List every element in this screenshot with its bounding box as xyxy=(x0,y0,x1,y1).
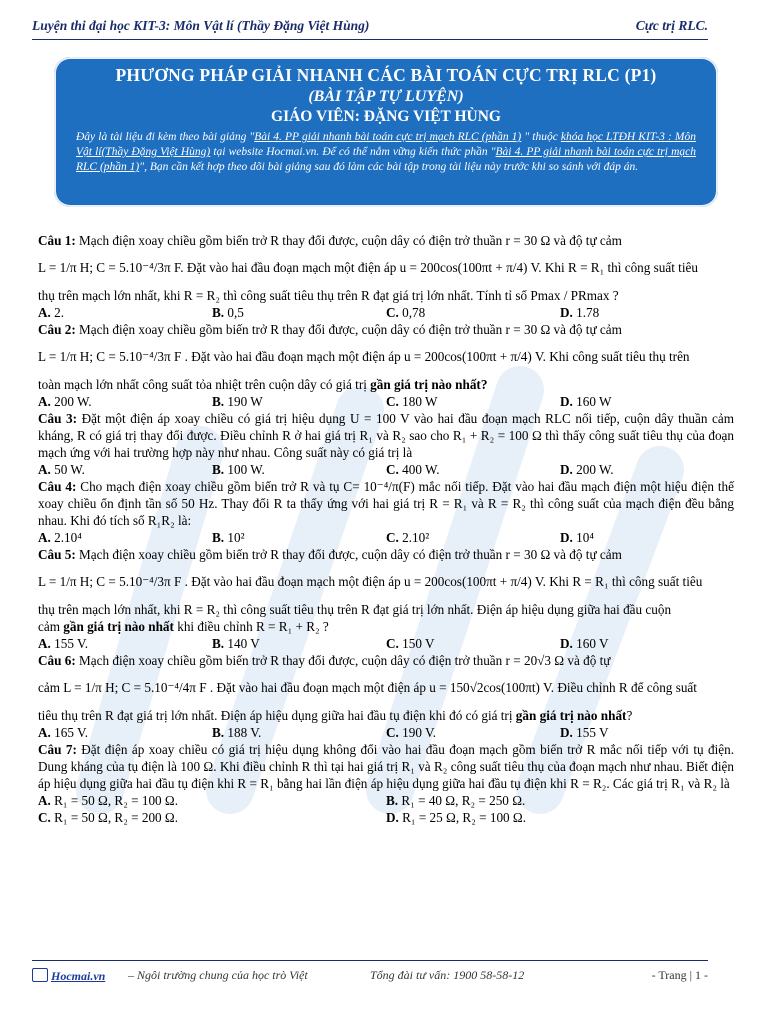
course-link[interactable]: khóa học LTĐH KIT-3 : Môn Vật lí(Thầy Đặng Việt Hùng) xyxy=(76,131,696,158)
question-4-options xyxy=(38,529,734,546)
option-a[interactable]: A. 2.10⁴ xyxy=(38,530,82,545)
question-3: Câu 3: Đặt một điện áp xoay chiều có giá trị hiệu dụng U = 100 V vào hai đầu đoạn mạch RLC nối tiếp, cuộn dây thuần cảm kháng, R có giá trị thay đổi được. Điều chỉnh R ở hai giá trị R₁ và R₂ sao cho R₁ + R₂ = 100 Ω thì thấy công suất tiêu thụ của đoạn mạch ứng với hai trường hợp này như nhau. Công suất này có giá trị là xyxy=(38,411,734,460)
title-banner xyxy=(54,57,718,207)
option-d[interactable]: D. 10⁴ xyxy=(560,530,594,545)
question-5-line2: thụ trên mạch lớn nhất, khi R = R₂ thì công suất tiêu thụ trên R đạt giá trị lớn nhất. Điện áp hiệu dụng giữa hai đầu cuộn xyxy=(38,602,672,617)
option-a[interactable]: A. 50 W. xyxy=(38,462,85,477)
question-1-formula: L = 1/π H; C = 5.10⁻⁴/3π F. Đặt vào hai đầu đoạn mạch một điện áp u = 200cos(100πt + π/4) V. Khi R = R₁ thì công suất tiêu xyxy=(38,260,698,275)
option-d[interactable]: D. 155 V xyxy=(560,725,609,740)
option-b[interactable]: B. 188 V. xyxy=(212,725,262,740)
course-title: Luyện thi đại học KIT-3: Môn Vật lí (Thầy Đặng Việt Hùng) xyxy=(32,18,370,33)
banner-teacher: GIÁO VIÊN: ĐẶNG VIỆT HÙNG xyxy=(271,108,501,125)
question-1-line2: thụ trên mạch lớn nhất, khi R = R₂ thì công suất tiêu thụ trên R đạt giá trị lớn nhất. Tính tỉ số Pmax / PRmax ? xyxy=(38,288,619,303)
hocmai-logo-icon xyxy=(32,968,48,982)
option-a[interactable]: A. 2. xyxy=(38,305,65,320)
option-c[interactable]: C. 190 V. xyxy=(386,725,437,740)
page-number: - Trang | 1 - xyxy=(651,968,708,982)
question-2-options xyxy=(38,393,734,410)
option-a[interactable]: A. R₁ = 50 Ω, R₂ = 100 Ω. xyxy=(38,793,179,808)
option-d[interactable]: D. 1.78 xyxy=(560,305,600,320)
question-6-formula: cảm L = 1/π H; C = 5.10⁻⁴/4π F . Đặt vào hai đầu đoạn mạch một điện áp u = 150√2cos(100πt) V. Điều chỉnh R để công suất xyxy=(38,680,697,695)
option-d[interactable]: D. 160 W xyxy=(560,394,612,409)
option-d[interactable]: D. 200 W. xyxy=(560,462,614,477)
option-a[interactable]: A. 165 V. xyxy=(38,725,89,740)
question-5-options xyxy=(38,635,734,652)
question-2-line2: toàn mạch lớn nhất công suất tỏa nhiệt trên cuộn dây có giá trị gần giá trị nào nhất? xyxy=(38,377,488,392)
option-c[interactable]: C. 400 W. xyxy=(386,462,440,477)
option-b[interactable]: B. 190 W xyxy=(212,394,263,409)
option-b[interactable]: B. 0,5 xyxy=(212,305,244,320)
option-c[interactable]: C. 150 V xyxy=(386,636,435,651)
lesson-link[interactable]: Bài 4. PP giải nhanh bài toán cực trị mạch RLC (phần 1) xyxy=(254,131,522,143)
banner-intro: Đây là tài liệu đi kèm theo bài giảng "Bài 4. PP giải nhanh bài toán cực trị mạch RLC (phần 1) " thuộc khóa học LTĐH KIT-3 : Môn Vật lí(Thầy Đặng Việt Hùng) tại website Hocmai.vn. Để có thể nắm vững kiến thức phần "Bài 4. PP giải nhanh bài toán cực trị mạch RLC (phần 1)", Bạn cần kết hợp theo dõi bài giảng sau đó làm các bài tập trong tài liệu này trước khi so sánh với đáp án. xyxy=(76,131,696,173)
banner-title: PHƯƠNG PHÁP GIẢI NHANH CÁC BÀI TOÁN CỰC TRỊ RLC (P1) xyxy=(115,65,657,85)
option-b[interactable]: B. 100 W. xyxy=(212,462,265,477)
question-5: Câu 5: Mạch điện xoay chiều gồm biến trở R thay đổi được, cuộn dây có điện trở thuần r = 30 Ω và độ tự cảm xyxy=(38,547,622,562)
question-6: Câu 6: Mạch điện xoay chiều gồm biến trở R thay đổi được, cuộn dây có điện trở thuần r = 20√3 Ω và độ tự xyxy=(38,653,611,668)
option-c[interactable]: C. 2.10² xyxy=(386,530,430,545)
footer-divider xyxy=(32,960,708,961)
option-b[interactable]: B. R₁ = 40 Ω, R₂ = 250 Ω. xyxy=(386,793,526,808)
question-7: Câu 7: Đặt điện áp xoay chiều có giá trị hiệu dụng không đổi vào hai đầu đoạn mạch gồm biến trở R mắc nối tiếp với tụ điện. Dung kháng của tụ điện là 100 Ω. Khi điều chỉnh R thì tại hai giá trị R₁ và R₂ công suất tiêu thụ của đoạn mạch như nhau. Biết điện áp hiệu dụng giữa hai đầu tụ điện khi R = R₁ bằng hai lần điện áp hiệu dụng giữa hai đầu tụ điện khi R = R₂. Các giá trị R₁ và R₂ là xyxy=(38,742,735,791)
question-1-options xyxy=(38,304,734,321)
question-5-formula: L = 1/π H; C = 5.10⁻⁴/3π F . Đặt vào hai đầu đoạn mạch một điện áp u = 200cos(100πt + π/4) V. Khi R = R₁ thì công suất tiêu xyxy=(38,574,703,589)
question-6-options xyxy=(38,724,734,741)
option-c[interactable]: C. 0,78 xyxy=(386,305,426,320)
question-7-options-row1 xyxy=(38,792,734,809)
option-b[interactable]: B. 10² xyxy=(212,530,245,545)
hocmai-logo-link[interactable]: Hocmai.vn xyxy=(32,968,105,984)
footer-hotline: Tổng đài tư vấn: 1900 58-58-12 xyxy=(370,968,525,982)
option-b[interactable]: B. 140 V xyxy=(212,636,260,651)
page-header xyxy=(32,18,708,40)
question-1: Câu 1: Mạch điện xoay chiều gồm biến trở R thay đổi được, cuộn dây có điện trở thuần r = 30 Ω và độ tự cảm xyxy=(38,233,622,248)
question-4: Câu 4: Cho mạch điện xoay chiều gồm biến trở R và tụ C= 10⁻⁴/π(F) mắc nối tiếp. Đặt vào hai đầu mạch điện một hiệu điện thế xoay chiều ổn định tần số 50 Hz. Thay đổi R ta thấy ứng với hai giá trị R = R₁ và R = R₂ thì công suất của mạch điện đều bằng nhau. Khi đó tích số R₁R₂ là: xyxy=(38,479,735,528)
page-footer xyxy=(32,968,708,988)
footer-slogan: – Ngôi trường chung của học trò Việt xyxy=(128,968,308,982)
question-3-options xyxy=(38,461,734,478)
question-2: Câu 2: Mạch điện xoay chiều gồm biến trở R thay đổi được, cuộn dây có điện trở thuần r = 30 Ω và độ tự cảm xyxy=(38,322,622,337)
option-d[interactable]: D. 160 V xyxy=(560,636,609,651)
option-a[interactable]: A. 200 W. xyxy=(38,394,92,409)
option-c[interactable]: C. 180 W xyxy=(386,394,438,409)
question-2-formula: L = 1/π H; C = 5.10⁻⁴/3π F . Đặt vào hai đầu đoạn mạch một điện áp u = 200cos(100πt + π/4) V. Khi công suất tiêu thụ trên xyxy=(38,349,690,364)
questions-content xyxy=(38,232,734,826)
option-a[interactable]: A. 155 V. xyxy=(38,636,89,651)
lesson-link-2[interactable]: Bài 4. PP giải nhanh bài toán cực trị mạch RLC (phần 1) xyxy=(76,146,696,173)
header-divider xyxy=(32,39,708,40)
banner-subtitle: (BÀI TẬP TỰ LUYỆN) xyxy=(308,88,464,105)
option-d[interactable]: D. R₁ = 25 Ω, R₂ = 100 Ω. xyxy=(386,810,527,825)
question-6-line2: tiêu thụ trên R đạt giá trị lớn nhất. Điện áp hiệu dụng giữa hai đầu tụ điện khi đó có giá trị gần giá trị nào nhất? xyxy=(38,708,633,723)
question-5-line3: cảm gần giá trị nào nhất khi điều chỉnh R = R₁ + R₂ ? xyxy=(38,619,329,634)
question-7-options-row2 xyxy=(38,809,734,826)
option-c[interactable]: C. R₁ = 50 Ω, R₂ = 200 Ω. xyxy=(38,810,179,825)
chapter-title: Cực trị RLC. xyxy=(635,18,708,33)
